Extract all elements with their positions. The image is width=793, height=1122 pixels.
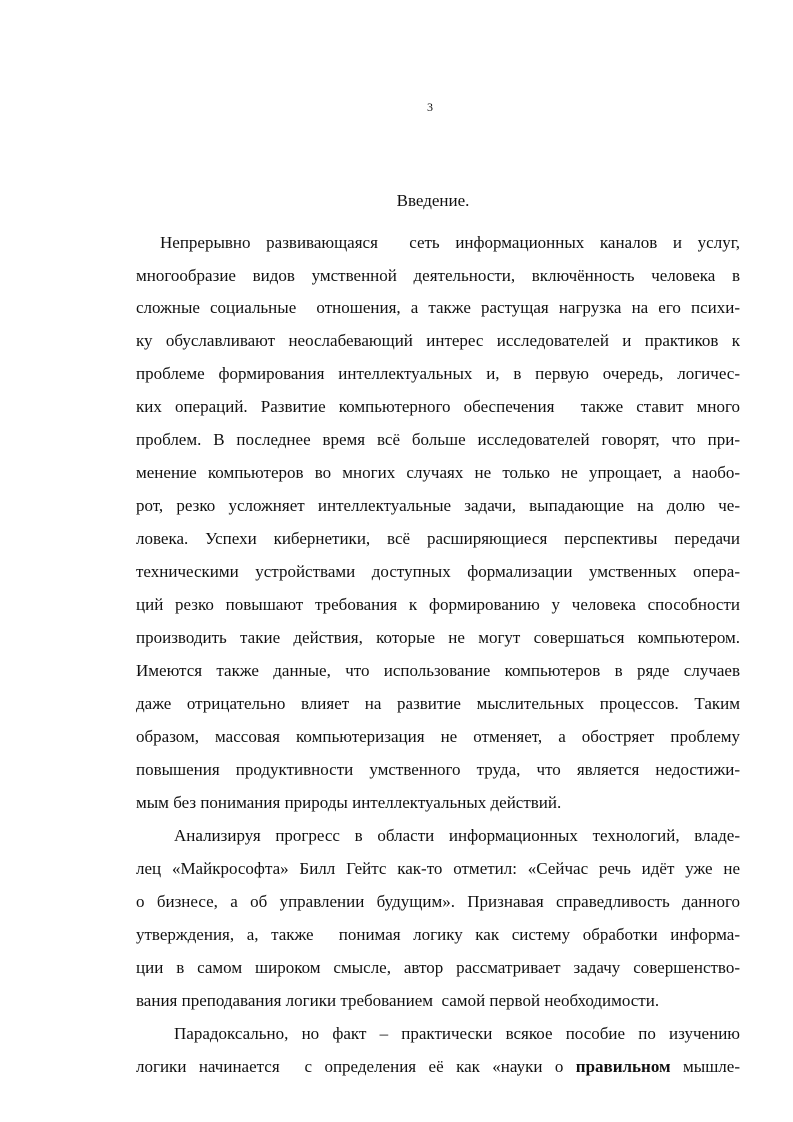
text-line: проблем. В последнее время всё больше исследователей говорят, что при- xyxy=(136,430,740,449)
text-line: ций резко повышают требования к формированию у человека способности xyxy=(136,595,740,614)
text-line: Непрерывно развивающаяся сеть информационных каналов и услуг, xyxy=(160,233,740,252)
text-fragment: мышле- xyxy=(670,1057,740,1076)
page-number: 3 xyxy=(427,100,433,114)
text-line: утверждения, а, также понимая логику как систему обработки информа- xyxy=(136,925,740,944)
text-line: многообразие видов умственной деятельности, включённость человека в xyxy=(136,266,740,285)
text-line: даже отрицательно влияет на развитие мыслительных процессов. Таким xyxy=(136,694,740,713)
text-line: образом, массовая компьютеризация не отменяет, а обостряет проблему xyxy=(136,727,740,746)
text-line: ции в самом широком смысле, автор рассматривает задачу совершенство- xyxy=(136,958,740,977)
bold-term: правильном xyxy=(575,1057,671,1076)
text-line: лец «Майкрософта» Билл Гейтс как-то отметил: «Сейчас речь идёт уже не xyxy=(136,859,740,878)
text-line: менение компьютеров во многих случаях не только не упрощает, а наобо- xyxy=(136,463,740,482)
text-line: Анализируя прогресс в области информационных технологий, владе- xyxy=(174,826,740,845)
text-line: вания преподавания логики требованием самой первой необходимости. xyxy=(136,991,660,1010)
text-line: производить такие действия, которые не могут совершаться компьютером. xyxy=(136,628,740,647)
text-line: проблеме формирования интеллектуальных и, в первую очередь, логичес- xyxy=(136,364,740,383)
section-heading: Введение. xyxy=(396,191,470,210)
text-line: ловека. Успехи кибернетики, всё расширяющиеся перспективы передачи xyxy=(136,529,740,548)
text-line-with-bold xyxy=(136,1056,740,1078)
text-line: ких операций. Развитие компьютерного обеспечения также ставит много xyxy=(136,397,740,416)
text-line: Имеются также данные, что использование компьютеров в ряде случаев xyxy=(136,661,740,680)
text-line: техническими устройствами доступных формализации умственных опера- xyxy=(136,562,740,581)
text-line: сложные социальные отношения, а также растущая нагрузка на его психи- xyxy=(136,298,740,317)
text-line: ку обуславливают неослабевающий интерес исследователей и практиков к xyxy=(136,331,740,350)
text-line: рот, резко усложняет интеллектуальные задачи, выпадающие на долю че- xyxy=(136,496,740,515)
text-line: повышения продуктивности умственного труда, что является недостижи- xyxy=(136,760,740,779)
text-line: о бизнесе, а об управлении будущим». Признавая справедливость данного xyxy=(136,892,740,911)
text-line: Парадоксально, но факт – практически всякое пособие по изучению xyxy=(174,1024,740,1043)
text-fragment: логики начинается с определения её как «науки о xyxy=(136,1057,576,1076)
text-line: мым без понимания природы интеллектуальных действий. xyxy=(136,793,562,812)
